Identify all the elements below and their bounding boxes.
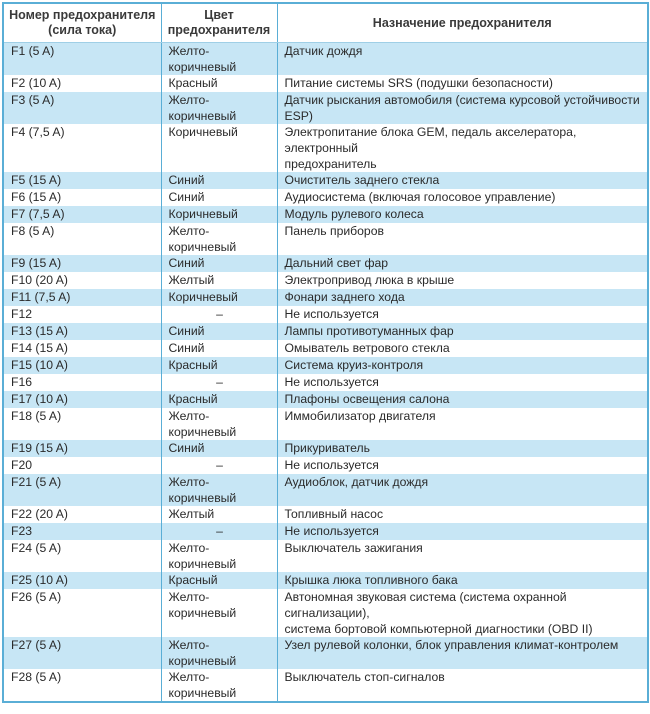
fuse-purpose-text: Аудиосистема (включая голосовое управление) bbox=[284, 190, 556, 204]
table-row bbox=[3, 43, 648, 76]
fuse-color-text: коричневый bbox=[168, 557, 237, 571]
fuse-purpose-text: Иммобилизатор двигателя bbox=[284, 409, 436, 423]
fuse-purpose-text: Электропривод люка в крыше bbox=[284, 273, 455, 287]
table-row bbox=[3, 669, 648, 702]
fuse-number-cell: F12 bbox=[3, 306, 161, 323]
fuse-color-cell bbox=[161, 306, 277, 323]
fuse-purpose-text: Не используется bbox=[284, 524, 379, 538]
fuse-purpose-cell bbox=[277, 357, 648, 374]
fuse-color-cell bbox=[161, 289, 277, 306]
fuse-color-text: Желто- bbox=[168, 670, 210, 684]
fuse-color-cell bbox=[161, 75, 277, 92]
fuse-purpose-cell bbox=[277, 374, 648, 391]
table-header-row bbox=[3, 3, 648, 43]
fuse-purpose-text: Не используется bbox=[284, 307, 379, 321]
table-row bbox=[3, 440, 648, 457]
fuse-purpose-text: Датчик рыскания автомобиля (система курсовой устойчивости ESP) bbox=[284, 93, 640, 123]
fuse-color-text: Желто- bbox=[168, 224, 210, 238]
table-row bbox=[3, 572, 648, 589]
fuse-color-text: Коричневый bbox=[168, 290, 238, 304]
table-row bbox=[3, 506, 648, 523]
fuse-color-cell bbox=[161, 391, 277, 408]
fuse-purpose-cell bbox=[277, 440, 648, 457]
fuse-color-text: Желто- bbox=[168, 638, 210, 652]
fuse-purpose-text: Топливный насос bbox=[284, 507, 384, 521]
fuse-purpose-cell bbox=[277, 572, 648, 589]
header-fuse-color-line: предохранителя bbox=[167, 23, 271, 37]
fuse-purpose-cell bbox=[277, 124, 648, 172]
fuse-purpose-text: Аудиоблок, датчик дождя bbox=[284, 475, 429, 489]
fuse-color-text: Синий bbox=[168, 341, 205, 355]
fuse-number-cell: F26 (5 A) bbox=[3, 589, 161, 637]
fuse-purpose-text: Выключатель стоп-сигналов bbox=[284, 670, 445, 684]
fuse-color-cell bbox=[161, 374, 277, 391]
table-row bbox=[3, 306, 648, 323]
header-fuse-purpose-line: Назначение предохранителя bbox=[372, 15, 552, 30]
fuse-number-cell: F22 (20 A) bbox=[3, 506, 161, 523]
fuse-purpose-cell bbox=[277, 474, 648, 506]
table-row bbox=[3, 474, 648, 506]
fuse-color-cell bbox=[161, 589, 277, 637]
fuse-number-cell: F17 (10 A) bbox=[3, 391, 161, 408]
fuse-purpose-text: Электропитание блока GEM, педаль акселератора, электронный bbox=[284, 125, 577, 155]
fuse-color-cell bbox=[161, 357, 277, 374]
table-row bbox=[3, 540, 648, 572]
fuse-color-text: – bbox=[216, 458, 223, 472]
fuse-color-cell bbox=[161, 43, 277, 76]
table-row bbox=[3, 457, 648, 474]
fuse-color-cell bbox=[161, 669, 277, 702]
fuse-purpose-text: Выключатель зажигания bbox=[284, 541, 423, 555]
fuse-purpose-cell bbox=[277, 540, 648, 572]
table-row bbox=[3, 75, 648, 92]
fuse-color-text: Желто- bbox=[168, 93, 210, 107]
fuse-number-cell: F5 (15 A) bbox=[3, 172, 161, 189]
fuse-purpose-text: Не используется bbox=[284, 375, 379, 389]
fuse-color-text: Синий bbox=[168, 324, 205, 338]
fuse-color-cell bbox=[161, 637, 277, 669]
fuse-purpose-text: Модуль рулевого колеса bbox=[284, 207, 424, 221]
fuse-purpose-cell bbox=[277, 391, 648, 408]
fuse-number-cell: F3 (5 A) bbox=[3, 92, 161, 124]
fuse-number-cell: F6 (15 A) bbox=[3, 189, 161, 206]
fuse-purpose-cell bbox=[277, 669, 648, 702]
fuse-number-cell: F27 (5 A) bbox=[3, 637, 161, 669]
fuse-color-text: – bbox=[216, 375, 223, 389]
fuse-color-text: Синий bbox=[168, 190, 205, 204]
fuse-number-cell: F8 (5 A) bbox=[3, 223, 161, 255]
fuse-purpose-text: Датчик дождя bbox=[284, 44, 363, 58]
fuse-number-cell: F1 (5 A) bbox=[3, 43, 161, 76]
table-body bbox=[3, 43, 648, 703]
fuse-color-text: – bbox=[216, 524, 223, 538]
fuse-purpose-cell bbox=[277, 457, 648, 474]
fuse-color-text: Желтый bbox=[168, 273, 215, 287]
fuse-color-text: коричневый bbox=[168, 60, 237, 74]
fuse-color-cell bbox=[161, 474, 277, 506]
fuse-color-cell bbox=[161, 124, 277, 172]
fuse-color-cell bbox=[161, 523, 277, 540]
fuse-purpose-cell bbox=[277, 323, 648, 340]
fuse-purpose-text: Крышка люка топливного бака bbox=[284, 573, 458, 587]
fuse-color-text: Коричневый bbox=[168, 207, 238, 221]
fuse-number-cell: F9 (15 A) bbox=[3, 255, 161, 272]
fuse-number-cell: F16 bbox=[3, 374, 161, 391]
table-row bbox=[3, 374, 648, 391]
fuse-number-cell: F15 (10 A) bbox=[3, 357, 161, 374]
fuse-purpose-text: Автономная звуковая система (система охранной сигнализации), bbox=[284, 590, 567, 620]
fuse-purpose-cell bbox=[277, 408, 648, 440]
fuse-purpose-cell bbox=[277, 306, 648, 323]
fuse-color-cell bbox=[161, 223, 277, 255]
fuse-color-cell bbox=[161, 92, 277, 124]
fuse-purpose-cell bbox=[277, 189, 648, 206]
table-row bbox=[3, 637, 648, 669]
fuse-color-text: коричневый bbox=[168, 491, 237, 505]
fuse-purpose-cell bbox=[277, 523, 648, 540]
fuse-color-cell bbox=[161, 323, 277, 340]
fuse-number-cell: F28 (5 A) bbox=[3, 669, 161, 702]
table-row bbox=[3, 523, 648, 540]
fuse-purpose-text: Плафоны освещения салона bbox=[284, 392, 450, 406]
table-row bbox=[3, 124, 648, 172]
fuse-purpose-cell bbox=[277, 589, 648, 637]
fuse-color-text: Желто- bbox=[168, 475, 210, 489]
fuse-color-text: коричневый bbox=[168, 654, 237, 668]
fuse-purpose-cell bbox=[277, 92, 648, 124]
fuse-purpose-cell bbox=[277, 43, 648, 76]
table-row bbox=[3, 323, 648, 340]
header-fuse-color bbox=[161, 3, 277, 43]
table-row bbox=[3, 92, 648, 124]
fuse-purpose-text: Питание системы SRS (подушки безопасности) bbox=[284, 76, 553, 90]
fuse-purpose-text: Не используется bbox=[284, 458, 379, 472]
fuse-table bbox=[2, 2, 649, 703]
fuse-color-cell bbox=[161, 540, 277, 572]
fuse-purpose-cell bbox=[277, 272, 648, 289]
fuse-purpose-cell bbox=[277, 223, 648, 255]
table-row bbox=[3, 255, 648, 272]
fuse-purpose-cell bbox=[277, 506, 648, 523]
table-row bbox=[3, 189, 648, 206]
fuse-color-text: коричневый bbox=[168, 606, 237, 620]
fuse-color-text: Синий bbox=[168, 173, 205, 187]
table-row bbox=[3, 223, 648, 255]
fuse-number-cell: F7 (7,5 A) bbox=[3, 206, 161, 223]
fuse-color-cell bbox=[161, 189, 277, 206]
fuse-color-text: коричневый bbox=[168, 240, 237, 254]
header-fuse-number-line: (сила тока) bbox=[48, 23, 117, 37]
fuse-color-text: коричневый bbox=[168, 109, 237, 123]
fuse-color-cell bbox=[161, 172, 277, 189]
fuse-purpose-text: Прикуриватель bbox=[284, 441, 370, 455]
table-row bbox=[3, 272, 648, 289]
fuse-purpose-text: Фонари заднего хода bbox=[284, 290, 405, 304]
fuse-color-text: Красный bbox=[168, 573, 218, 587]
fuse-color-text: Желто- bbox=[168, 44, 210, 58]
fuse-purpose-text: предохранитель bbox=[284, 157, 377, 171]
fuse-color-text: Красный bbox=[168, 76, 218, 90]
fuse-purpose-cell bbox=[277, 289, 648, 306]
fuse-color-text: коричневый bbox=[168, 686, 237, 700]
table-row bbox=[3, 357, 648, 374]
fuse-color-text: Желтый bbox=[168, 507, 215, 521]
fuse-number-cell: F20 bbox=[3, 457, 161, 474]
table-row bbox=[3, 172, 648, 189]
fuse-color-cell bbox=[161, 440, 277, 457]
fuse-color-cell bbox=[161, 206, 277, 223]
fuse-color-text: Желто- bbox=[168, 590, 210, 604]
fuse-purpose-text: Очиститель заднего стекла bbox=[284, 173, 440, 187]
fuse-color-text: Коричневый bbox=[168, 125, 238, 139]
fuse-number-cell: F4 (7,5 A) bbox=[3, 124, 161, 172]
fuse-color-text: Синий bbox=[168, 441, 205, 455]
table-row bbox=[3, 206, 648, 223]
fuse-purpose-text: Система круиз-контроля bbox=[284, 358, 424, 372]
fuse-number-cell: F14 (15 A) bbox=[3, 340, 161, 357]
fuse-color-text: Красный bbox=[168, 392, 218, 406]
fuse-color-text: Синий bbox=[168, 256, 205, 270]
fuse-number-cell: F24 (5 A) bbox=[3, 540, 161, 572]
fuse-color-text: Желто- bbox=[168, 541, 210, 555]
fuse-purpose-text: Панель приборов bbox=[284, 224, 384, 238]
fuse-color-text: Красный bbox=[168, 358, 218, 372]
table-row bbox=[3, 391, 648, 408]
fuse-purpose-cell bbox=[277, 340, 648, 357]
fuse-purpose-cell bbox=[277, 255, 648, 272]
fuse-purpose-cell bbox=[277, 75, 648, 92]
fuse-number-cell: F19 (15 A) bbox=[3, 440, 161, 457]
fuse-purpose-text: Омыватель ветрового стекла bbox=[284, 341, 450, 355]
header-fuse-purpose bbox=[277, 3, 648, 43]
fuse-purpose-text: система бортовой компьютерной диагностики (OBD II) bbox=[284, 622, 593, 636]
header-fuse-number bbox=[3, 3, 161, 43]
fuse-purpose-text: Узел рулевой колонки, блок управления климат-контролем bbox=[284, 638, 619, 652]
fuse-number-cell: F25 (10 A) bbox=[3, 572, 161, 589]
fuse-color-text: – bbox=[216, 307, 223, 321]
fuse-color-text: Желто- bbox=[168, 409, 210, 423]
fuse-color-cell bbox=[161, 340, 277, 357]
fuse-table-container bbox=[2, 2, 647, 703]
fuse-number-cell: F18 (5 A) bbox=[3, 408, 161, 440]
fuse-color-cell bbox=[161, 506, 277, 523]
fuse-number-cell: F2 (10 A) bbox=[3, 75, 161, 92]
fuse-number-cell: F21 (5 A) bbox=[3, 474, 161, 506]
fuse-purpose-text: Дальний свет фар bbox=[284, 256, 389, 270]
header-fuse-number-line: Номер предохранителя bbox=[9, 8, 156, 22]
fuse-number-cell: F13 (15 A) bbox=[3, 323, 161, 340]
fuse-purpose-cell bbox=[277, 172, 648, 189]
fuse-purpose-text: Лампы противотуманных фар bbox=[284, 324, 454, 338]
fuse-color-cell bbox=[161, 457, 277, 474]
table-row bbox=[3, 289, 648, 306]
table-row bbox=[3, 589, 648, 637]
fuse-color-text: коричневый bbox=[168, 425, 237, 439]
fuse-number-cell: F10 (20 A) bbox=[3, 272, 161, 289]
table-row bbox=[3, 340, 648, 357]
fuse-number-cell: F23 bbox=[3, 523, 161, 540]
fuse-color-cell bbox=[161, 572, 277, 589]
fuse-color-cell bbox=[161, 408, 277, 440]
table-row bbox=[3, 408, 648, 440]
header-fuse-color-line: Цвет bbox=[204, 8, 234, 22]
fuse-number-cell: F11 (7,5 A) bbox=[3, 289, 161, 306]
fuse-purpose-cell bbox=[277, 206, 648, 223]
fuse-color-cell bbox=[161, 272, 277, 289]
fuse-purpose-cell bbox=[277, 637, 648, 669]
fuse-color-cell bbox=[161, 255, 277, 272]
